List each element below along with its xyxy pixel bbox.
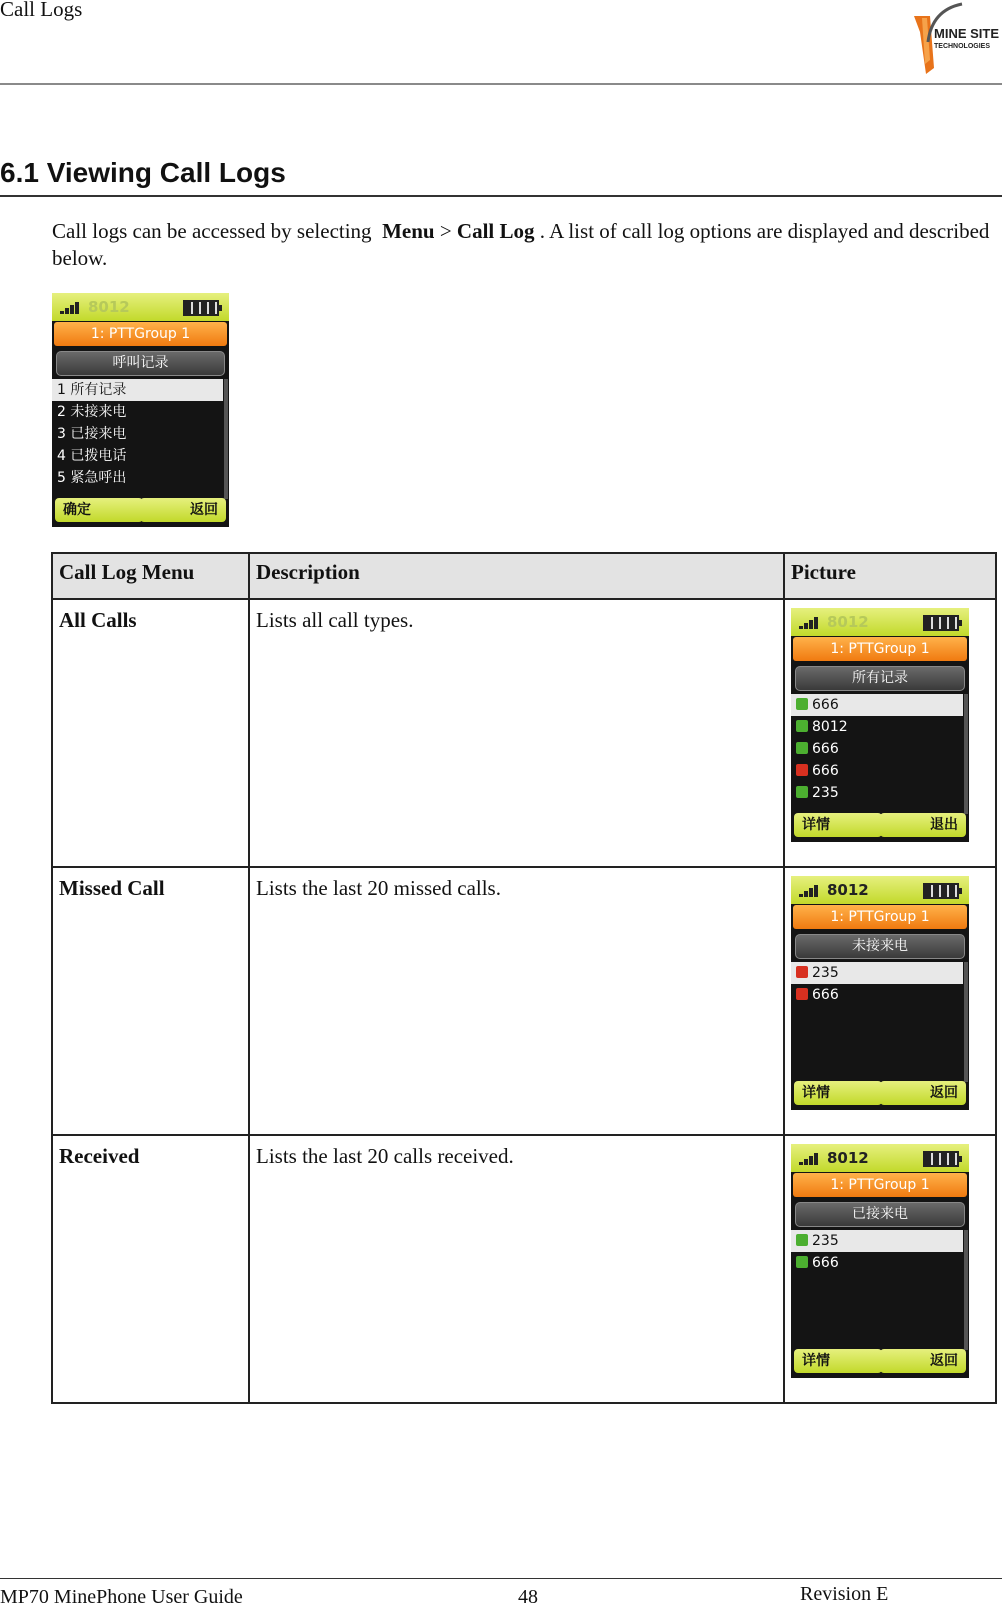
left-softkey: 详情 bbox=[794, 813, 882, 837]
signal-icon bbox=[799, 616, 821, 629]
header-description: Description bbox=[249, 553, 784, 599]
intro-paragraph bbox=[52, 218, 997, 272]
intro-suffix: . A list of call log options are displayed and described below. bbox=[52, 219, 990, 270]
list-item-label: 666 bbox=[812, 763, 839, 779]
list-item bbox=[791, 1230, 963, 1252]
row-name: Received bbox=[52, 1135, 249, 1403]
screen-title: 已接来电 bbox=[795, 1202, 965, 1227]
header-picture: Picture bbox=[784, 553, 996, 599]
signal-icon bbox=[799, 1152, 821, 1165]
list-item bbox=[52, 401, 223, 423]
row-description: Lists the last 20 calls received. bbox=[249, 1135, 784, 1403]
battery-icon bbox=[923, 615, 959, 631]
footer-rule bbox=[0, 1578, 1002, 1579]
list-item-label: 235 bbox=[812, 965, 839, 981]
left-softkey: 确定 bbox=[55, 498, 143, 522]
section-rule bbox=[0, 195, 1002, 197]
screen-title: 未接来电 bbox=[795, 934, 965, 959]
list-item bbox=[52, 379, 223, 401]
call-log-term: Call Log bbox=[456, 219, 535, 243]
row-name: Missed Call bbox=[52, 867, 249, 1135]
screen-title: 所有记录 bbox=[795, 666, 965, 691]
received-call-icon bbox=[796, 698, 808, 710]
extension-number: 8012 bbox=[827, 1149, 869, 1167]
list-item-label: 2 未接来电 bbox=[57, 404, 127, 420]
scrollbar bbox=[964, 1230, 968, 1350]
svg-text:TECHNOLOGIES: TECHNOLOGIES bbox=[934, 43, 991, 50]
footer-page-number: 48 bbox=[518, 1586, 538, 1608]
screen-title: 呼叫记录 bbox=[56, 351, 225, 376]
list-item-label: 4 已拨电话 bbox=[57, 448, 127, 464]
left-softkey: 详情 bbox=[794, 1081, 882, 1105]
ptt-group-label: 1: PTTGroup 1 bbox=[793, 1173, 967, 1197]
received-screenshot bbox=[791, 1144, 969, 1378]
list-item-label: 235 bbox=[812, 785, 839, 801]
list-item-label: 666 bbox=[812, 1255, 839, 1271]
missed-call-icon bbox=[796, 988, 808, 1000]
list-item-label: 666 bbox=[812, 987, 839, 1003]
all-calls-screenshot bbox=[791, 608, 969, 842]
list-item bbox=[52, 467, 223, 489]
signal-icon bbox=[60, 301, 82, 314]
menu-term: Menu bbox=[382, 219, 435, 243]
extension-number: 8012 bbox=[827, 613, 869, 631]
ptt-group-label: 1: PTTGroup 1 bbox=[793, 905, 967, 929]
mine-site-technologies-logo bbox=[906, 2, 1002, 74]
footer-revision: Revision E bbox=[800, 1583, 889, 1605]
list-item bbox=[791, 1252, 963, 1274]
scrollbar bbox=[964, 694, 968, 814]
row-description: Lists all call types. bbox=[249, 599, 784, 867]
call-log-table bbox=[51, 552, 997, 1404]
received-call-icon bbox=[796, 720, 808, 732]
list-item bbox=[791, 760, 963, 782]
footer-guide-title: MP70 MinePhone User Guide bbox=[0, 1586, 243, 1608]
list-item bbox=[791, 782, 963, 804]
page-header-title: Call Logs bbox=[0, 0, 83, 21]
received-call-icon bbox=[796, 786, 808, 798]
list-item bbox=[791, 962, 963, 984]
phone-status-bar bbox=[52, 293, 229, 321]
battery-icon bbox=[923, 883, 959, 899]
call-log-list bbox=[52, 379, 223, 489]
header-rule bbox=[0, 83, 1002, 85]
received-call-icon bbox=[796, 1234, 808, 1246]
right-softkey: 返回 bbox=[880, 1081, 966, 1105]
right-softkey: 返回 bbox=[880, 1349, 966, 1373]
call-log-list bbox=[791, 962, 963, 1006]
ptt-group-label: 1: PTTGroup 1 bbox=[54, 322, 227, 346]
list-item-label: 235 bbox=[812, 1233, 839, 1249]
call-log-menu-screenshot bbox=[52, 293, 229, 527]
row-description: Lists the last 20 missed calls. bbox=[249, 867, 784, 1135]
phone-status-bar bbox=[791, 1144, 969, 1172]
row-picture bbox=[784, 1135, 996, 1403]
list-item bbox=[52, 423, 223, 445]
right-softkey: 返回 bbox=[140, 498, 226, 522]
row-picture bbox=[784, 867, 996, 1135]
left-softkey: 详情 bbox=[794, 1349, 882, 1373]
list-item bbox=[791, 716, 963, 738]
missed-call-icon bbox=[796, 764, 808, 776]
phone-status-bar bbox=[791, 876, 969, 904]
list-item bbox=[52, 445, 223, 467]
table-header-row bbox=[52, 553, 996, 599]
received-call-icon bbox=[796, 742, 808, 754]
right-softkey: 退出 bbox=[880, 813, 966, 837]
intro-prefix: Call logs can be accessed by selecting bbox=[52, 219, 372, 243]
svg-text:MINE SITE: MINE SITE bbox=[934, 26, 1000, 41]
signal-icon bbox=[799, 884, 821, 897]
call-log-list bbox=[791, 694, 963, 804]
list-item-label: 3 已接来电 bbox=[57, 426, 127, 442]
list-item bbox=[791, 694, 963, 716]
list-item-label: 666 bbox=[812, 697, 839, 713]
missed-call-screenshot bbox=[791, 876, 969, 1110]
row-name: All Calls bbox=[52, 599, 249, 867]
extension-number: 8012 bbox=[827, 881, 869, 899]
scrollbar bbox=[224, 379, 228, 499]
list-item-label: 666 bbox=[812, 741, 839, 757]
battery-icon bbox=[923, 1151, 959, 1167]
list-item bbox=[791, 738, 963, 760]
list-item bbox=[791, 984, 963, 1006]
scrollbar bbox=[964, 962, 968, 1082]
row-picture bbox=[784, 599, 996, 867]
table-row bbox=[52, 599, 996, 867]
phone-status-bar bbox=[791, 608, 969, 636]
section-heading: 6.1 Viewing Call Logs bbox=[0, 157, 286, 188]
menu-separator: > bbox=[439, 219, 452, 243]
ptt-group-label: 1: PTTGroup 1 bbox=[793, 637, 967, 661]
list-item-label: 8012 bbox=[812, 719, 848, 735]
list-item-label: 5 紧急呼出 bbox=[57, 470, 127, 486]
received-call-icon bbox=[796, 1256, 808, 1268]
call-log-list bbox=[791, 1230, 963, 1274]
missed-call-icon bbox=[796, 966, 808, 978]
table-row bbox=[52, 1135, 996, 1403]
header-call-log-menu: Call Log Menu bbox=[52, 553, 249, 599]
battery-icon bbox=[183, 300, 219, 316]
extension-number: 8012 bbox=[88, 298, 130, 316]
list-item-label: 1 所有记录 bbox=[57, 382, 127, 398]
table-row bbox=[52, 867, 996, 1135]
